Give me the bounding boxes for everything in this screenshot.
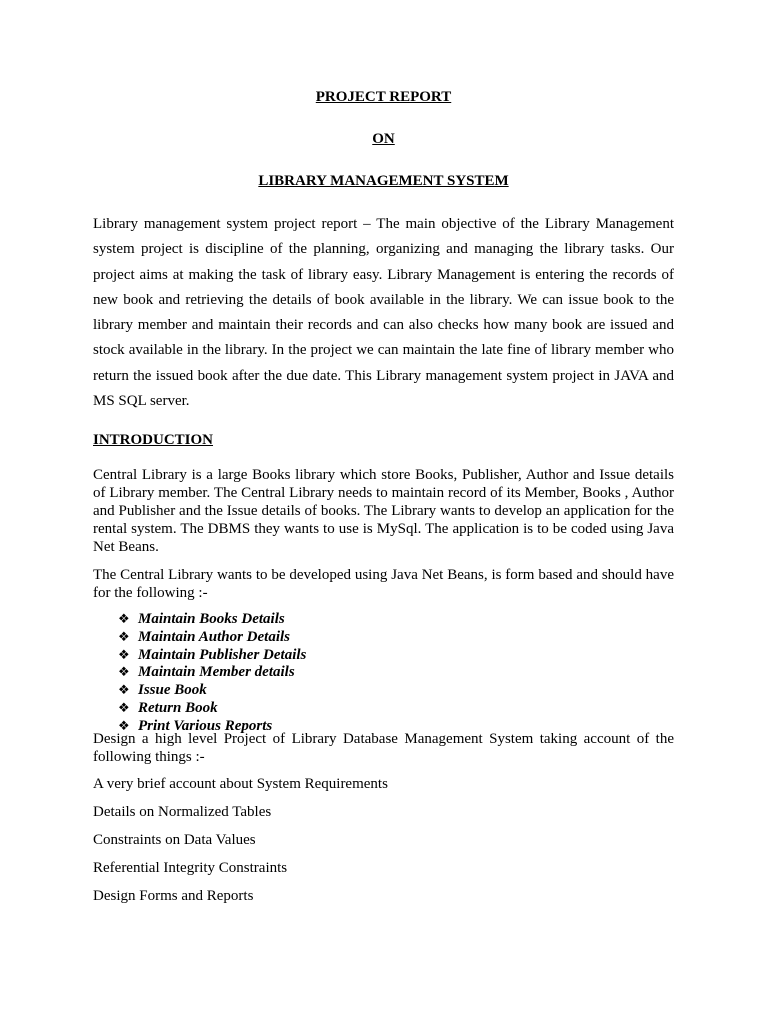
requirement-item: Design Forms and Reports bbox=[93, 888, 254, 904]
list-item-label: Maintain Publisher Details bbox=[138, 646, 307, 663]
requirement-item: Referential Integrity Constraints bbox=[93, 860, 288, 876]
report-subject: LIBRARY MANAGEMENT SYSTEM bbox=[258, 173, 509, 189]
list-item bbox=[118, 664, 306, 682]
feature-list bbox=[118, 611, 306, 736]
list-item bbox=[118, 647, 306, 665]
list-item-label: Maintain Author Details bbox=[138, 628, 290, 645]
requirement-item: A very brief account about System Requirements bbox=[93, 776, 388, 792]
introduction-paragraph-2: The Central Library wants to be developed using Java Net Beans, is form based and should have for the following :- bbox=[93, 567, 674, 601]
report-title-on: ON bbox=[372, 131, 395, 147]
list-item-label: Print Various Reports bbox=[138, 717, 273, 734]
introduction-paragraph-1: Central Library is a large Books library which store Books, Publisher, Author and Issue details of Library member. The Central Library needs to maintain record of its Member, Books , Author and Publisher and the Issue details of books. The Library wants to develop an application for the rental system. The DBMS they wants to use is MySql. The application is to be coded using Java Net Beans. bbox=[93, 467, 674, 555]
diamond-bullet-icon: ❖ bbox=[118, 647, 130, 663]
requirement-item: Details on Normalized Tables bbox=[93, 804, 272, 820]
summary-paragraph: Library management system project report – The main objective of the Library Management system project is discipline of the planning, organizing and managing the library tasks. Our project aims at making the task of library easy. Library Management is entering the records of new book and retrieving the details of book available in the library. We can issue book to the library member and maintain their records and can also checks how many book are issued and stock available in the library. In the project we can maintain the late fine of library member who return the issued book after the due date. This Library management system project in JAVA and MS SQL server. bbox=[93, 216, 674, 410]
diamond-bullet-icon: ❖ bbox=[118, 665, 130, 681]
diamond-bullet-icon: ❖ bbox=[118, 629, 130, 645]
introduction-paragraph-3: Design a high level Project of Library Database Management System taking account of the following things :- bbox=[93, 731, 674, 765]
diamond-bullet-icon: ❖ bbox=[118, 683, 130, 699]
list-item-label: Issue Book bbox=[138, 682, 207, 699]
list-item bbox=[118, 700, 306, 718]
list-item bbox=[118, 682, 306, 700]
list-item bbox=[118, 629, 306, 647]
list-item-label: Maintain Member details bbox=[138, 664, 295, 681]
diamond-bullet-icon: ❖ bbox=[118, 718, 130, 734]
document-page bbox=[93, 0, 674, 1024]
list-item bbox=[118, 611, 306, 629]
list-item-label: Return Book bbox=[138, 699, 218, 716]
diamond-bullet-icon: ❖ bbox=[118, 612, 130, 627]
list-item-label: Maintain Books Details bbox=[138, 611, 285, 627]
report-title: PROJECT REPORT bbox=[315, 89, 452, 105]
diamond-bullet-icon: ❖ bbox=[118, 700, 130, 716]
requirement-item: Constraints on Data Values bbox=[93, 832, 256, 848]
introduction-heading: INTRODUCTION bbox=[93, 432, 214, 448]
